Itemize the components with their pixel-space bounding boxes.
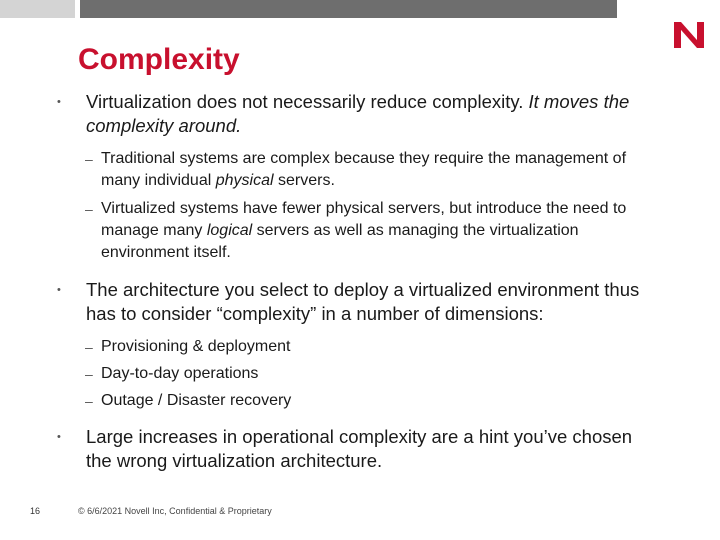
emphasis-text: logical xyxy=(206,222,253,239)
text-run: Traditional systems are complex because they require the management of many individual xyxy=(101,150,627,189)
text-run: servers as well as managing the virtualization environment itself. xyxy=(101,222,579,261)
sub-bullet-item xyxy=(57,363,657,385)
sub-bullet-marker: – xyxy=(85,151,93,167)
text-run: Virtualized systems have fewer physical servers, but introduce the need to manage many xyxy=(101,200,627,239)
sub-bullet-item xyxy=(57,148,657,192)
text-run: Outage / Disaster recovery xyxy=(101,392,292,409)
text-run: Provisioning & deployment xyxy=(101,338,291,355)
bullet-list xyxy=(57,90,657,483)
emphasis-text: It moves the complexity around. xyxy=(86,91,630,136)
emphasis-text: physical xyxy=(215,172,274,189)
text-run: The architecture you select to deploy a virtualized environment thus has to consider “complexity” in a number of dimensions: xyxy=(86,279,640,324)
sub-bullet-marker: – xyxy=(85,339,93,355)
bullet-marker: • xyxy=(57,284,61,296)
sub-bullet-item xyxy=(57,336,657,358)
bullet-marker: • xyxy=(57,96,61,108)
page-number: 16 xyxy=(30,506,41,516)
bullet-item xyxy=(57,90,657,138)
text-run: Large increases in operational complexity are a hint you’ve chosen the wrong virtualization architecture. xyxy=(86,426,633,471)
sub-bullet-item xyxy=(57,198,657,264)
novell-n-logo-icon xyxy=(672,20,706,50)
text-run: Day-to-day operations xyxy=(101,365,259,382)
text-run: servers. xyxy=(273,172,335,189)
slide-title: Complexity xyxy=(78,43,240,76)
bullet-item xyxy=(57,278,657,326)
header-bar-left xyxy=(0,0,75,18)
header-bar-right xyxy=(80,0,617,18)
sub-bullet-marker: – xyxy=(85,366,93,382)
footer-copyright: © 6/6/2021 Novell Inc, Confidential & Proprietary xyxy=(78,506,272,516)
sub-bullet-item xyxy=(57,390,657,412)
bullet-marker: • xyxy=(57,431,61,443)
bullet-item xyxy=(57,425,657,473)
sub-bullet-marker: – xyxy=(85,201,93,217)
sub-bullet-marker: – xyxy=(85,393,93,409)
text-run: Virtualization does not necessarily reduce complexity. xyxy=(86,91,529,112)
